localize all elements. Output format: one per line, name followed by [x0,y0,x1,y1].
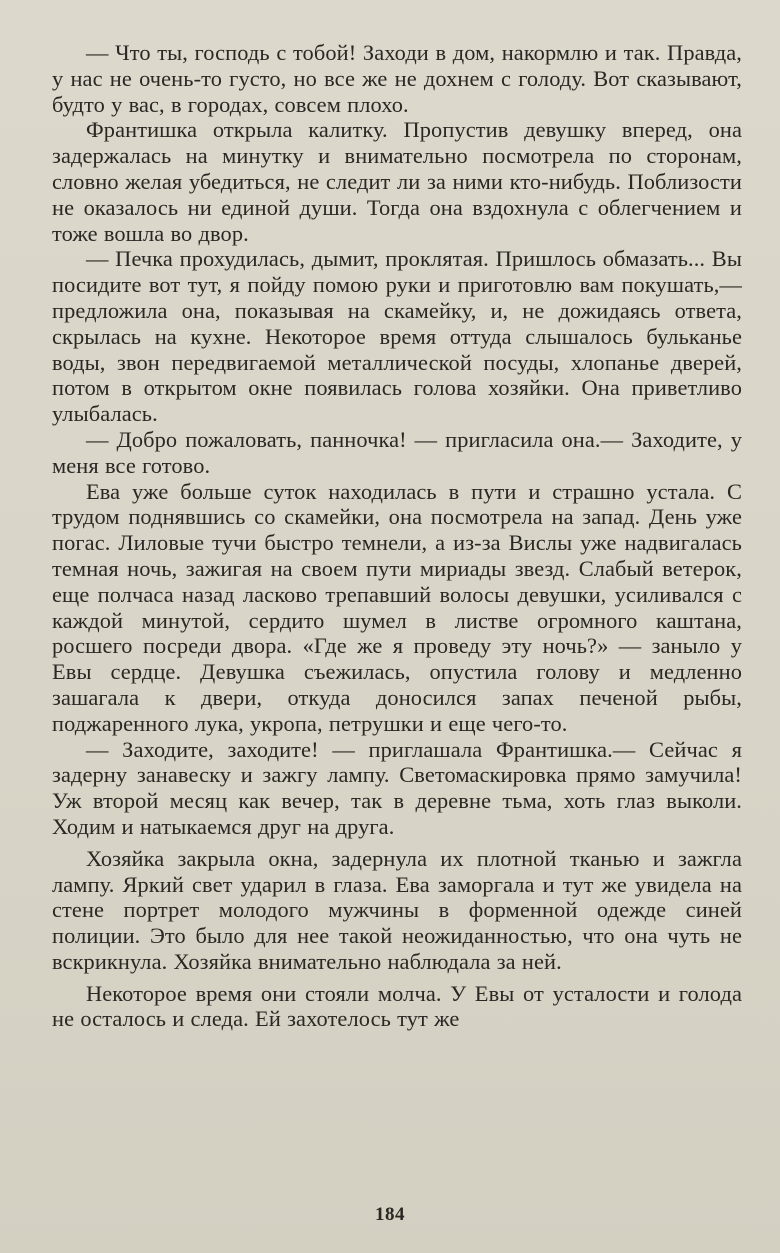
page-number: 184 [375,1204,405,1225]
paragraph-7: Хозяйка закрыла окна, задернула их плотной тканью и зажгла лампу. Яркий свет ударил в глаза. Ева заморгала и тут же увидела на стене портрет молодого мужчины в форменной одежде синей полиции. Это было для нее такой неожиданностью, что она чуть не вскрикнула. Хозяйка внимательно наблюдала за ней. [52,845,742,974]
page-text [52,40,742,1032]
paragraph-2: Франтишка открыла калитку. Пропустив девушку вперед, она задержалась на минутку и внимательно посмотрела по сторонам, словно желая убедиться, не следит ли за ними кто-нибудь. Поблизости не оказалось ни единой души. Тогда она вздохнула с облегчением и тоже вошла во двор. [52,117,742,246]
paragraph-8: Некоторое время они стояли молча. У Евы от усталости и голода не осталось и следа. Ей захотелось тут же [52,980,742,1032]
paragraph-1: — Что ты, господь с тобой! Заходи в дом, накормлю и так. Правда, у нас не очень-то густо, но все же не дохнем с голоду. Вот сказывают, будто у вас, в городах, совсем плохо. [52,40,742,117]
paragraph-4: — Добро пожаловать, панночка! — пригласила она.— Заходите, у меня все готово. [52,426,742,478]
paragraph-5: Ева уже больше суток находилась в пути и страшно устала. С трудом поднявшись со скамейки, она посмотрела на запад. День уже погас. Лиловые тучи быстро темнели, а из-за Вислы уже надвигалась темная ночь, зажигая на своем пути мириады звезд. Слабый ветерок, еще полчаса назад ласково трепавший волосы девушки, усиливался с каждой минутой, сердито шумел в листве огромного каштана, росшего посреди двора. «Где же я проведу эту ночь?» — заныло у Евы сердце. Девушка съежилась, опустила голову и медленно зашагала к двери, откуда доносился запах печеной рыбы, поджаренного лука, укропа, петрушки и еще чего-то. [52,478,742,736]
paragraph-6: — Заходите, заходите! — приглашала Франтишка.— Сейчас я задерну занавеску и зажгу лампу. Светомаскировка прямо замучила! Уж второй месяц как вечер, так в деревне тьма, хоть глаз выколи. Ходим и натыкаемся друг на друга. [52,736,742,839]
paragraph-3: — Печка прохудилась, дымит, проклятая. Пришлось обмазать... Вы посидите вот тут, я пойду помою руки и приготовлю вам покушать,— предложила она, показывая на скамейку, и, не дожидаясь ответа, скрылась на кухне. Некоторое время оттуда слышалось бульканье воды, звон передвигаемой металлической посуды, хлопанье дверей, потом в открытом окне появилась голова хозяйки. Она приветливо улыбалась. [52,246,742,427]
